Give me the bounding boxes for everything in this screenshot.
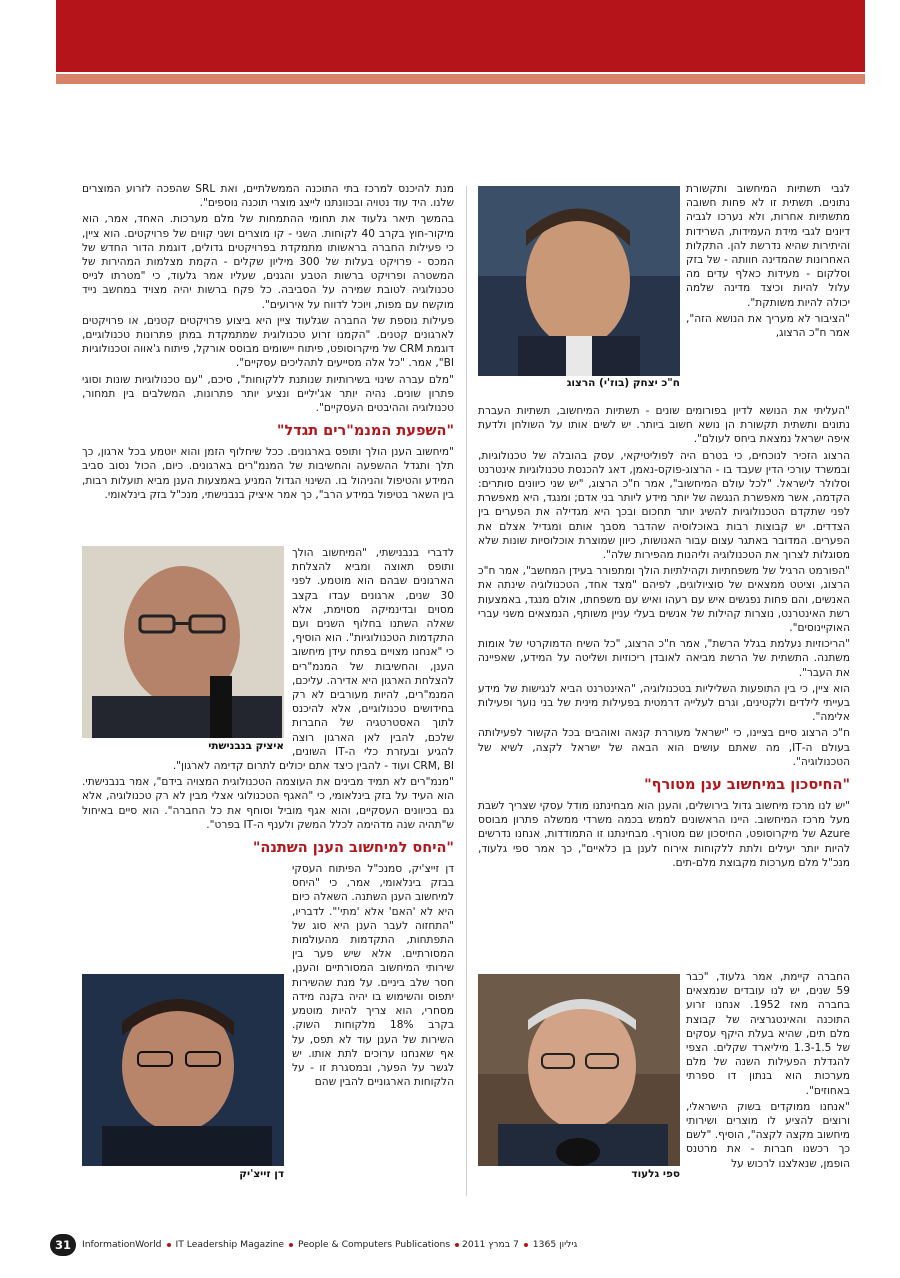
footer-issue [462, 1239, 577, 1250]
footer-date: 7 במרץ 2011 [462, 1239, 519, 1250]
paragraph: "יש לנו מרכז מיחשוב גדול בירושלים, והענן הוא מבחינתנו מודל עסקי שצריך לשבת מעל מרכז המיחשוב. היינו הראשונים לממש בכמה משרדי ממשלה פתרון מבוסס Azure של מיקרוסופט, החיסכון שם מטורף. מבחינתנו זו התמודדות, אנחנו נדרשים להיות יותר יעילים ולתת ללקוחות אירוח לענן בן כלאיים", כך אמר ספי גלעוד, מנכ"ל מלם מערכות מקבוצת מלם-תים. [478, 800, 850, 869]
caption-benbenishti: איציק בנבנישתי [208, 740, 284, 752]
paragraph: "מנמ"רים לא תמיד מבינים את העוצמה הטכנולוגית המצויה בידם", אמר בנבנישתי. הוא העיד על בזק בינלאומי, כי "האגף הטכנולוגי אצלי מבין לא רק טכנולוגיה, אלא גם בכיוונים העסקיים, והוא אגף מוביל וסוחף את כל החברה". הוא סיים באיחול ש"תהיה שנה מדהימה לכלל המשק ולענף ה-IT בפרט". [82, 776, 454, 831]
footer-item: People & Computers Publications [298, 1239, 451, 1250]
paragraph: הוא ציין, כי בין התופעות השליליות בטכנולוגיה, "האינטרנט הביא לנגישות של מידע בעייתי לילדים ולקטינים, וגרם לעלייה דרמטית בפעילות מינית של בני נוער ופעילות אלימה". [478, 682, 850, 724]
header-band [56, 0, 865, 72]
column-divider [466, 186, 467, 1196]
paragraph: "מיחשוב הענן הולך ותופס בארגונים. ככל שיחלוף הזמן והוא יוטמע בכל ארגון, כך תלך ותגדל ההשפעה והחשיבות של המנמ"רים בארגונים. כיום, הכול נסוב סביב המידע והטיפול והניהול בו. השינוי הגדול המניע באמצעות הענן מביא תועלות רבות, בין השאר בטיפול במידע הרב", כך אמר איציק בנבנישתי, מנכ"ל בזק בינלאומי. [82, 446, 454, 501]
paragraph: לגבי תשתיות המיחשוב ותקשורת נתונים. תשתית זו לא פחות חשובה מתשתיות אחרות, ולא נערכו לגביה דיונים לגבי מידת העמידות, השרידות והיתירות שהיא נדרשת להן. התקלות האחרונות שהמדינה חוותה - של בזק וסלקום - מעידות כאלף עדים מה עלול להיות וכיצד מדינה שלמה יכולה להיות משותקת". [686, 183, 850, 309]
heading-attitude: "היחס למיחשוב הענן השתנה" [252, 840, 454, 857]
heading-saving: "החיסכון במיחשוב ענן מטורף" [644, 777, 850, 794]
column-right-top [686, 182, 850, 342]
gelad-photo [478, 974, 680, 1166]
caption-zeitchik: דן זייצ'יק [239, 1168, 284, 1180]
paragraph: "אנחנו ממוקדים בשוק הישראלי, ורוצים להציע לו מוצרים ושירותי מיחשוב מקצה לקצה", הוסיף. "לשם כך רכשנו חברות - את מרטנס הופמן, שנאלצנו לרכוש על [686, 1100, 850, 1170]
paragraph: פעילות נוספת של החברה שגלעוד ציין היא ביצוע פרויקטים קטנים, או פרויקטים לארגונים קטנים. "הקמנו זרוע טכנולוגית שמתמקדת במתן פתרונות טכנולוגיים, דוגמת CRM של מיקרוסופט, פיתוח יישומים מבוסס אורקל, פיתוח ג'אווה וטכנולוגיות BI", אמר. "כל אלה מסייעים לתהליכים עסקיים". [82, 314, 455, 370]
paragraph: "הריכוזיות נעלמת בגלל הרשת", אמר ח"כ הרצוג, "כל השיח הדמוקרטי של אומות משתנה. התשתית של הרשת מביאה לאובדן ריכוזיות ושליטה על המידע, שאפיינה את העבר". [478, 638, 850, 679]
paragraph: "מלם עברה שינוי בשירותיות שנותנת ללקוחות", סיכם, "עם טכנולוגיות שונות וסוגי פתרון שונים. נהיה יותר אג'יליים ונציע יותר פתרונות, המשלבים בין תמחור, טכנולוגיה וההיבטים העסקיים". [82, 373, 454, 415]
zeitchik-photo [82, 974, 284, 1166]
column-right-mid [478, 404, 850, 872]
paragraph: החברה קיימת, אמר גלעוד, "כבר 59 שנים, יש לנו עובדים שנמצאים בחברה מאז 1952. אנחנו זרוע התוכנה והאינטגרציה של קבוצת מלם תים, שהיא בעלת היקף עסקים של 1.3-1.5 מיליארד שקלים. הצפי להגדלת הפעילות השנה של מלם מערכות הוא בנתון דו ספרתי באחוזים". [686, 971, 850, 1097]
footer-publications [82, 1239, 464, 1250]
herzog-photo [478, 186, 680, 376]
footer-issue-number: גיליון 1365 [532, 1239, 578, 1250]
paragraph: "הפורמט הרגיל של משפחתיות וקהילתיות הולך ומתפורר בעידן המחשב", אמר ח"כ הרצוג, וציטט ממצאים של סוציולוגים, לפיהם "מצד אחד, הטכנולוגיה שינתה את האנשים, והם פחות נפגשים איש עם רעהו ואיש עם משפחתו, אולם מנגד, באמצעות רשת האינטרנט, נוצרות קהילות של אנשים בעלי עניין משותף, הנמצאים משני עברי האוקיינוסים". [478, 565, 850, 635]
column-left-top [82, 182, 454, 504]
header-rule [56, 74, 865, 84]
page-footer [50, 1234, 850, 1258]
paragraph: הרצוג הזכיר לנוכחים, כי בטרם היה לפוליטיקאי, עסק בהובלה של טכנולוגיות, ובמשרד עורכי הדין שעבד בו - הרצוג-פוקס-נאמן, דאג להכנסת טכנולוגיות אינטרנט וסלולר לישראל. "לכל עולם המיחשוב", אמר ח"כ הרצוג, "יש שני כיוונים סותרים: הקדמה, אשר מאפשרת הנגשה של יותר מידע ליותר בני אדם; ומנגד, היא מאפשרת לפני שתקדם הטכנולוגיות להשיג יותר תחכום ובכך היא מגדילה את הפערים בין הצדדים. יש קבוצות רבות באוכלוסיה שהדבר מסבך אותם ומגדיל אצלם את הפערים. המדובר באתגר עצום עבור האנושות, כיוון שמוצרת אוכלוסיות שונות שלא מסוגלות לצרוך את הטכנולוגיה וליהנות מהפירות שלה". [478, 449, 850, 562]
float-spacer [82, 546, 292, 754]
heading-influence: "השפעת המנמ"רים תגדל" [276, 423, 454, 440]
paragraph: "הציבור לא מעריך את הנושא הזה", אמר ח"כ הרצוג, [686, 312, 850, 340]
paragraph: בהמשך תיאר גלעוד את תחומי ההתמחות של מלם מערכות. האחד, אמר, הוא מיקור-חוץ בקרב 40 לקוחות. השני - קו מוצרים ושני קווים של פרויקטים. הוא ציין, כי פעילות החברה בראשותו מתמקדת בפרויקטים גדולים, דוגמת הדור החדש של המכס - פרויקט בעלות של 300 מיליון שקלים - הקמת מצלמות המהירות של המשטרה ופרויקט ברשות הטבע והגנים, שעליו אמר גלעוד, כי "מטרתו לנייס טכנולוגיה לטובת שמירה על הסביבה. כל פקח ברשות יהיה מצויד במחשב נייד מוקשח עם מפות, ויוכל לדווח על אירועים". [82, 213, 454, 311]
column-right-bottom [686, 970, 850, 1173]
footer-item: IT Leadership Magazine [175, 1239, 285, 1250]
caption-gelad: ספי גלעוד [631, 1168, 680, 1180]
bullet-icon [524, 1243, 528, 1247]
paragraph: ח"כ הרצוג סיים בציינו, כי "ישראל מעוררת קנאה ואוהבים בכל הקשור לפעילותה בעולם ה-IT, מה שאתם עושים הוא הבאה של ישראל לקצה, לשיא של הטכנולוגיה". [478, 727, 850, 768]
paragraph: "העליתי את הנושא לדיון בפורומים שונים - תשתיות המיחשוב, תשתיות העברת נתונים ותשתית תקשורת הן נושא חשוב ביותר. יש לשים אותו על השולחן ולדעת איפה ישראל נמצאת ביחס לעולם". [478, 405, 850, 446]
paragraph: לדברי בנבנישתי, "המיחשוב הולך ותופס תאוצה ומביא להצלחת הארגונים שבהם הוא מוטמע. לפני 30 שנים, ארגונים עבדו בקצב מסוים ובדינמיקה מסוימת, אלא שאלה השתנו בחלוף השנים ועם התקדמות הטכנולוגיות". הוא הוסיף, כי "אנחנו מצויים בפתח עידן מיחשוב הענן, והחשיבות של המנמ"רים להצלחת הארגון היא אדירה. עליכם, המנמ"רים, להיות מעורבים לא רק בחידושים טכנולוגיים, אלא להיכנס לתוך האסטרטגיה של החברות שלכם, להבין לאן הארגון רוצה להגיע ובעזרת כלי ה-IT השונים, CRM, BI ועוד - להבין כיצד אתם יכולים לתרום קדימה לארגון". [172, 547, 454, 773]
bullet-icon [289, 1243, 293, 1247]
paragraph: דן זייצ'יק, סמנכ"ל הפיתוח העסקי בבזק בינלאומי, אמר, כי "היחס למיחשוב הענן השתנה. השאלה כיום היא לא 'האם' אלא 'מתי'". לדבריו, "התחזוה לעבר הענן היא סוג של התפתחות, התקדמות מהעולמות המסורתיים. אלא שיש פער בין שירותי המיחשוב המסורתיים והענן, חסר שלב ביניים. על מנת שהשירות יתפוס והשימוש בו יהיה בקנה מידה מסחרי, הוא צריך להיות מוטמע בקרב 18% מלקוחות השוק. השירות של הענן עוד לא תפס, על אף שאנחנו ערוכים לתת אותו. יש לגשר על הפער, ובמסגרת זו - על הלקוחות הארגוניים להבין שהם [292, 863, 454, 1089]
bullet-icon [455, 1243, 459, 1247]
bullet-icon [167, 1243, 171, 1247]
paragraph: מנת להיכנס למרכז בתי התוכנה הממשלתיים, ואת SRL שהפכה לזרוע המוצרים שלנו. היד עוד נטויה ובכוונתנו לייצג מוצרי תוכנה נוספים". [82, 183, 454, 210]
caption-herzog: ח"כ יצחק (בוז'י) הרצוג [566, 377, 680, 389]
page-number: 31 [50, 1234, 76, 1256]
footer-item: InformationWorld [82, 1239, 162, 1250]
